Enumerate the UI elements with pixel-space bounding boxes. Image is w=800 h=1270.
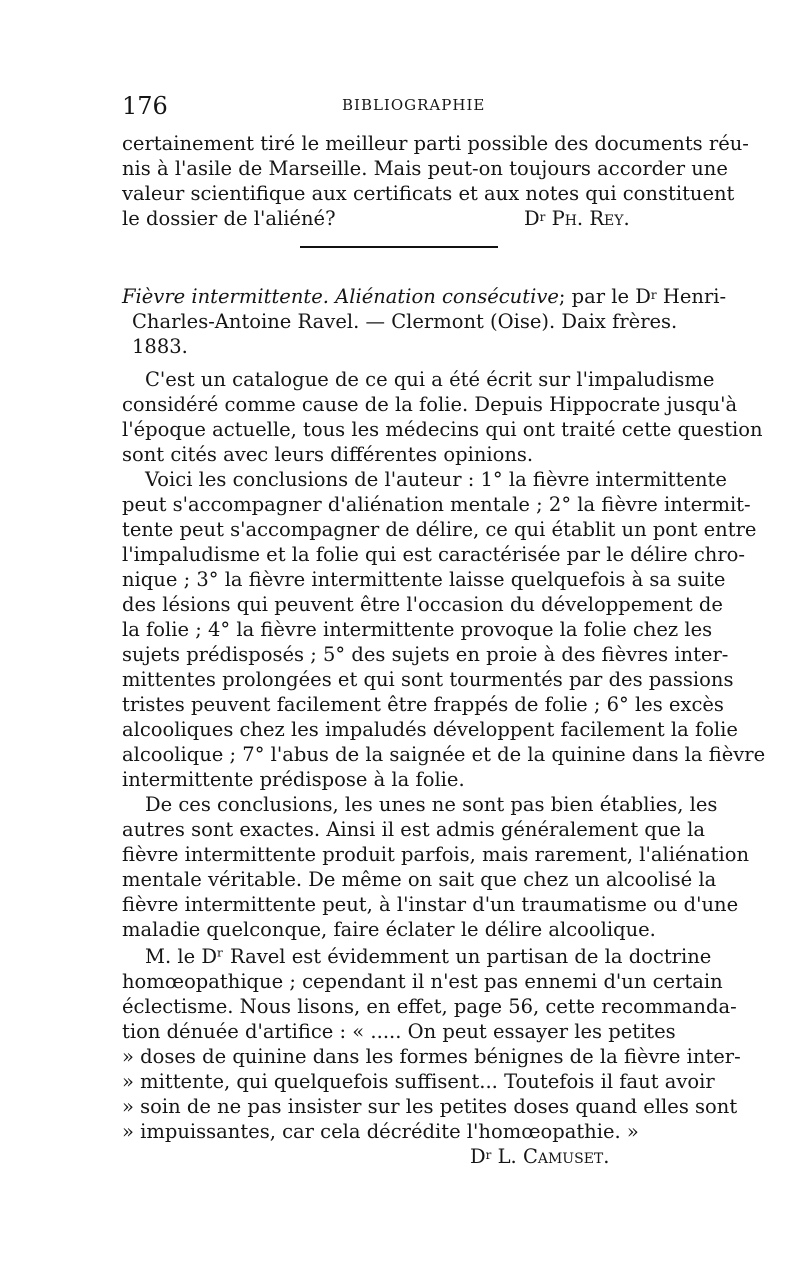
text-line: alcooliques chez les impaludés développent facilement la folie (122, 718, 738, 741)
text-line: maladie quelconque, faire éclater le délire alcoolique. (122, 918, 656, 941)
text-line: tente peut s'accompagner de délire, ce qui établit un pont entre (122, 518, 757, 541)
text-line: tristes peuvent facilement être frappés de folie ; 6° les excès (122, 693, 724, 716)
text-line: mittentes prolongées et qui sont tourmentés par des passions (122, 668, 734, 691)
text-line: fièvre intermittente produit parfois, mais rarement, l'aliénation (122, 843, 750, 866)
citation-line-2: Charles-Antoine Ravel. — Clermont (Oise). Daix frères. (132, 310, 678, 333)
text-line: autres sont exactes. Ainsi il est admis généralement que la (122, 818, 706, 841)
signature-camuset: $D^r$ L. Camuset. (470, 1145, 610, 1168)
text-line: intermittente prédispose à la folie. (122, 768, 465, 791)
text-line: nique ; 3° la fièvre intermittente laisse quelquefois à sa suite (122, 568, 726, 591)
section-divider (300, 246, 498, 248)
text-line: nis à l'asile de Marseille. Mais peut-on toujours accorder une (122, 157, 728, 180)
text-line: C'est un catalogue de ce qui a été écrit sur l'impaludisme (145, 368, 715, 391)
signature-rey: $D^r$ Ph. Rey. (524, 207, 630, 230)
text-line: De ces conclusions, les unes ne sont pas bien établies, les (145, 793, 718, 816)
running-title: BIBLIOGRAPHIE (342, 96, 486, 114)
text-line: homœopathique ; cependant il n'est pas ennemi d'un certain (122, 970, 723, 993)
text-line: fièvre intermittente peut, à l'instar d'un traumatisme ou d'une (122, 893, 739, 916)
text-line: l'impaludisme et la folie qui est caractérisée par le délire chro- (122, 543, 745, 566)
citation-line-3: 1883. (132, 335, 188, 358)
text-line: des lésions qui peuvent être l'occasion du développement de (122, 593, 723, 616)
text-line: » mittente, qui quelquefois suffisent... Toutefois il faut avoir (122, 1070, 715, 1093)
text-line: considéré comme cause de la folie. Depuis Hippocrate jusqu'à (122, 393, 738, 416)
text-line: valeur scientifique aux certificats et aux notes qui constituent (122, 182, 735, 205)
page-header (122, 92, 682, 122)
text-line: sujets prédisposés ; 5° des sujets en proie à des fièvres inter- (122, 643, 729, 666)
text-line: le dossier de l'aliéné? (122, 207, 336, 230)
text-line: Voici les conclusions de l'auteur : 1° la fièvre intermittente (145, 468, 727, 491)
text-line: mentale véritable. De même on sait que chez un alcoolisé la (122, 868, 717, 891)
text-line: l'époque actuelle, tous les médecins qui ont traité cette question (122, 418, 763, 441)
text-line: la folie ; 4° la fièvre intermittente provoque la folie chez les (122, 618, 713, 641)
text-line: » soin de ne pas insister sur les petites doses quand elles sont (122, 1095, 738, 1118)
citation-title: Fièvre intermittente. Aliénation consécutive (122, 285, 559, 308)
text-line: éclectisme. Nous lisons, en effet, page 56, cette recommanda- (122, 995, 737, 1018)
text-line: » doses de quinine dans les formes bénignes de la fièvre inter- (122, 1045, 741, 1068)
text-line: peut s'accompagner d'aliénation mentale ; 2° la fièvre intermit- (122, 493, 751, 516)
text-line: alcoolique ; 7° l'abus de la saignée et de la quinine dans la fièvre (122, 743, 766, 766)
citation-line-1: Fièvre intermittente. Aliénation consécutive; par le $D^r$ Henri- (122, 285, 727, 308)
text-line: tion dénuée d'artifice : « ..... On peut essayer les petites (122, 1020, 676, 1043)
text-line: M. le Dʳ Ravel est évidemment un partisan de la doctrine (145, 945, 712, 968)
text-line: » impuissantes, car cela décrédite l'homœopathie. » (122, 1120, 639, 1143)
page-number: 176 (122, 92, 168, 120)
text-line: sont cités avec leurs différentes opinions. (122, 443, 534, 466)
text-line: certainement tiré le meilleur parti possible des documents réu- (122, 132, 749, 155)
